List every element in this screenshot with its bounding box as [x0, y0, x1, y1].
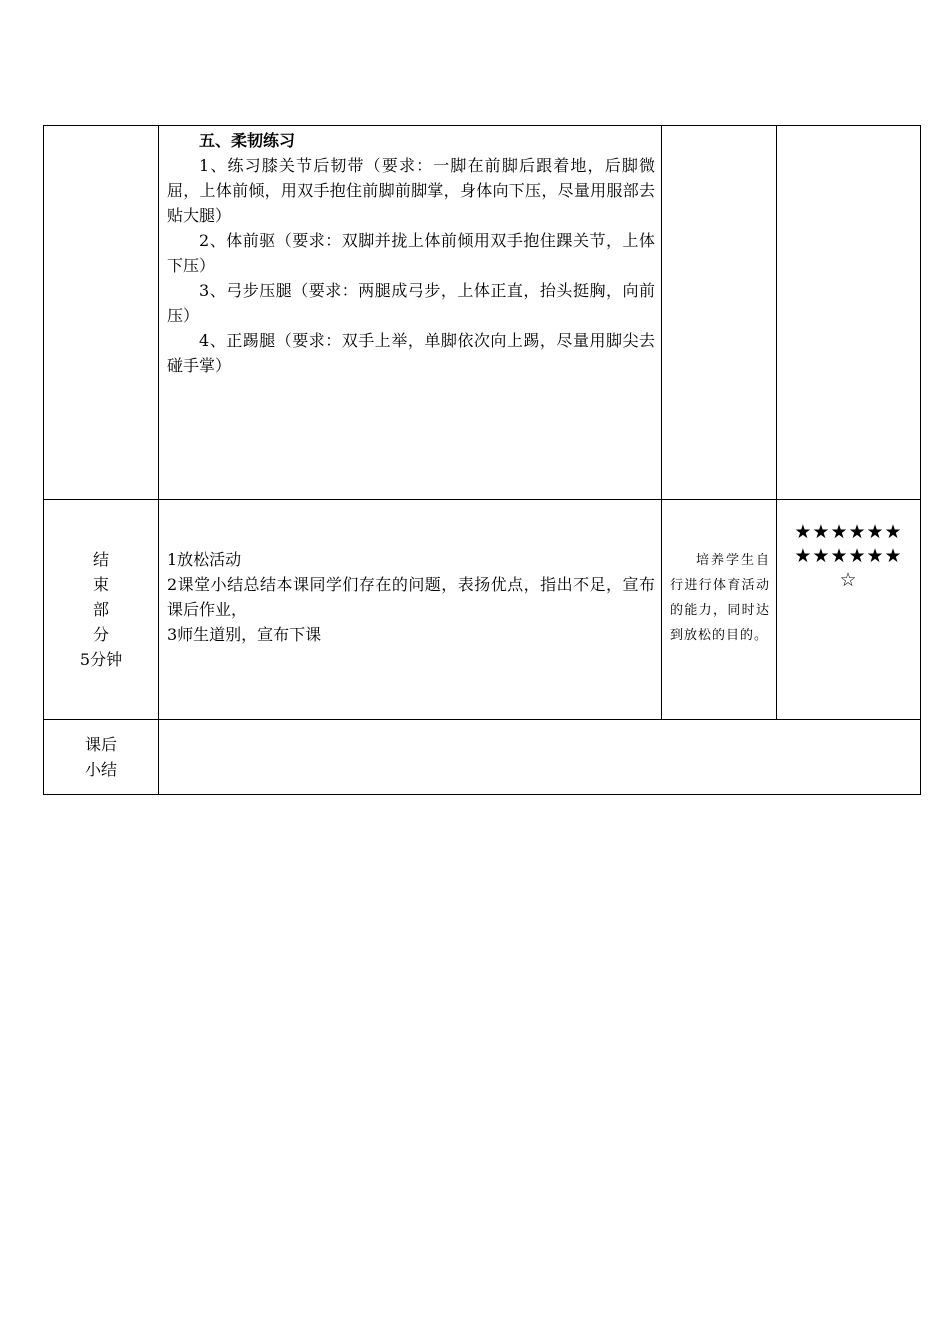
- star-outline-icon: ☆: [839, 569, 858, 591]
- summary-label-cell: [44, 720, 159, 795]
- exercise-item: 1、练习膝关节后韧带（要求：一脚在前脚后跟着地，后脚微屈，上体前倾，用双手抱住前脚前脚掌，身体向下压，尽量用服部去贴大腿）: [167, 156, 655, 225]
- section-title: 五、柔韧练习: [199, 131, 296, 150]
- purpose-cell: [662, 500, 777, 720]
- intensity-cell: [777, 500, 921, 720]
- phase-label-line: 分: [92, 625, 109, 644]
- activity-item: 3师生道别，宣布下课: [167, 625, 322, 644]
- lesson-plan-table: [43, 125, 921, 795]
- summary-content-cell: [159, 720, 921, 795]
- phase-label-line: 结: [92, 550, 109, 569]
- table-row: [44, 500, 921, 720]
- phase-duration: 5分钟: [79, 650, 123, 669]
- intensity-cell: [777, 126, 921, 500]
- summary-label-line: 课后: [84, 735, 117, 754]
- phase-cell: [44, 126, 159, 500]
- phase-label-line: 部: [92, 600, 109, 619]
- content-cell: [159, 126, 662, 500]
- purpose-first: 培养学生: [696, 553, 756, 568]
- star-icon-row: ★★★★★★: [794, 545, 903, 567]
- activity-item: 2课堂小结总结本课同学们存在的问题，表扬优点，指出不足，宣布课后作业，: [167, 575, 655, 619]
- exercise-item: 2、体前驱（要求：双脚并拢上体前倾用双手抱住踝关节，上体下压）: [167, 231, 655, 275]
- phase-cell: [44, 500, 159, 720]
- phase-label-line: 束: [92, 575, 109, 594]
- exercise-item: 3、弓步压腿（要求：两腿成弓步，上体正直，抬头挺胸，向前压）: [167, 281, 655, 325]
- ending-phase-label: [44, 500, 158, 672]
- exercise-item: 4、正踢腿（要求：双手上举，单脚依次向上踢，尽量用脚尖去碰手掌）: [167, 331, 655, 375]
- summary-label-line: 小结: [84, 760, 117, 779]
- content-cell: [159, 500, 662, 720]
- intensity-stars: [777, 500, 920, 592]
- purpose-cell: [662, 126, 777, 500]
- table-row: [44, 126, 921, 500]
- flexibility-section: [159, 126, 661, 378]
- ending-activities: [159, 500, 661, 647]
- purpose-rest: 自行进行体育活动的能力，同时达到放松的目的。: [670, 553, 770, 643]
- purpose-text: [662, 500, 776, 648]
- activity-item: 1放松活动: [167, 550, 242, 569]
- star-icon-row: ★★★★★★: [794, 521, 903, 543]
- table-row: [44, 720, 921, 795]
- after-class-summary-label: [44, 720, 158, 782]
